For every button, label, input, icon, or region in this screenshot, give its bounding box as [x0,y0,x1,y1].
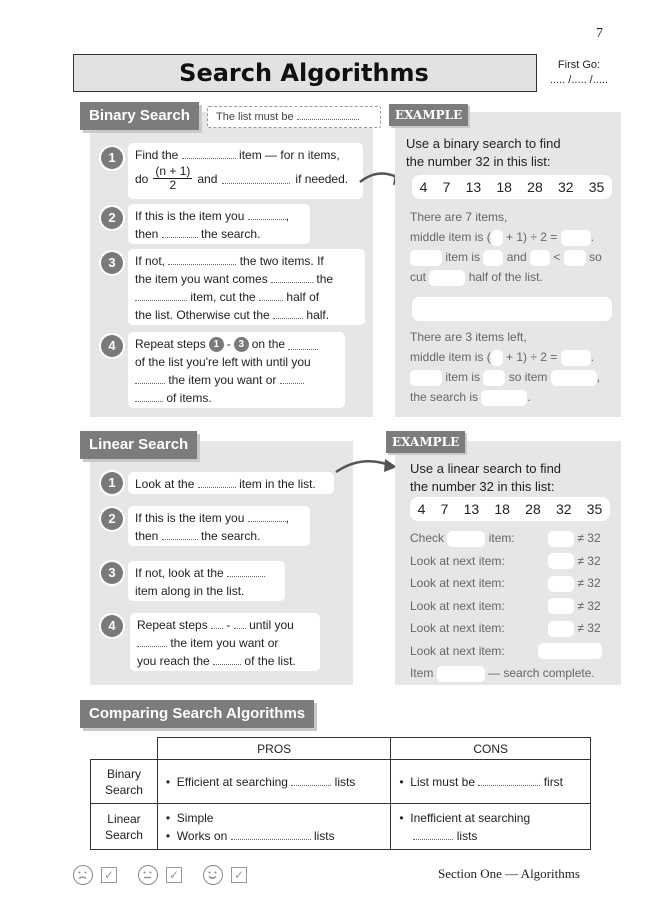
step-number: 3 [101,562,123,584]
working-text: . [590,230,594,244]
step-text: - [226,618,231,632]
list-item: 4 [417,501,426,517]
first-go-label: First Go: [557,59,601,71]
step-text: - [226,337,231,351]
binary-cons [391,760,591,804]
binary-example-working [410,207,616,287]
example-tag: EXAMPLE [389,104,468,126]
step-number: 2 [101,508,123,530]
binary-example-intro [406,135,616,171]
step-text: the search. [201,529,261,543]
working-text: — search complete. [488,666,595,680]
note-text: The list must be [216,111,294,123]
working-text: middle item is ( [410,350,491,364]
linear-step-3 [128,561,285,601]
bullet: • [399,810,404,825]
cell-text: Inefficient at searching [410,810,531,825]
intro-line: the number 32 in this list: [410,479,555,494]
bullet: • [165,774,171,789]
working-text: Look at next item: [410,553,505,568]
binary-number-list [412,175,612,199]
step-text: If this is the item you [135,209,245,223]
step-text: then [135,529,159,543]
working-text: ≠ 32 [577,553,601,568]
cell-text: List must be [410,774,475,789]
list-item: 32 [557,179,574,195]
step-number: 1 [101,472,123,494]
blank[interactable] [162,529,198,540]
answer-blank[interactable] [491,230,503,246]
working-line: There are 7 items, [410,210,508,224]
linear-row-label [91,804,158,850]
step-text: Repeat steps [137,618,208,632]
list-item: 7 [440,501,449,517]
working-text: Check [410,531,445,545]
answer-blank[interactable] [410,370,442,386]
cell-text: lists [313,828,335,843]
working-text: Look at next item: [410,576,505,590]
linear-example-working [410,527,616,685]
blank[interactable] [222,173,290,184]
step-text: item along in the list. [135,584,245,598]
working-text: . [590,350,594,364]
step-number: 3 [101,252,123,274]
list-item: 28 [527,179,543,195]
intro-line: the number 32 in this list: [406,154,551,169]
page-title: Search Algorithms [179,59,429,87]
list-item: 7 [442,179,451,195]
intro-line: Use a linear search to find [410,461,562,476]
list-item: 13 [463,501,480,517]
step-text: the item you want or [168,373,277,387]
blank[interactable] [231,829,311,840]
working-text: ≠ 32 [577,576,601,590]
cell-text: Simple [176,810,214,825]
confidence-checkbox[interactable]: ✓ [231,867,247,883]
example-tag: EXAMPLE [386,431,465,453]
working-text: the search is [410,390,479,404]
linear-cons [391,804,591,850]
answer-blank[interactable] [481,390,527,406]
working-text: half of the list. [468,270,543,284]
cell-text: Works on [176,828,228,843]
working-text: item is [445,370,481,384]
cell-text: lists [334,774,356,789]
blank[interactable] [271,272,313,283]
intro-line: Use a binary search to find [406,136,561,151]
answer-blank[interactable] [548,531,574,547]
bullet: • [165,810,171,825]
answer-blank[interactable] [483,250,503,266]
step-text: If not, [135,254,166,268]
linear-pros [157,804,391,850]
step-text: Look at the [135,477,195,491]
step-number: 2 [101,207,123,229]
arrow-icon [334,456,402,478]
pros-heading: PROS [157,738,391,760]
step-text: and [197,171,218,186]
answer-blank[interactable] [564,250,586,266]
fraction [153,165,192,192]
answer-blank[interactable] [548,553,574,569]
blank[interactable] [291,775,331,786]
answer-blank[interactable] [530,250,550,266]
step-text: item in the list. [239,477,316,491]
answer-blank[interactable] [548,576,574,592]
working-text: , [596,370,601,384]
confidence-checkbox[interactable]: ✓ [101,867,117,883]
working-text: Look at next item: [410,643,505,658]
blank[interactable] [259,290,283,301]
list-item: 18 [496,179,512,195]
sad-face-icon [73,865,93,885]
first-go-date: ..... /..... /..... [549,74,609,86]
row-label-text: Binary [106,766,141,781]
answer-blank[interactable] [561,230,591,246]
linear-example-intro [410,460,616,496]
blank[interactable] [162,227,198,238]
answer-blank[interactable] [483,370,505,386]
working-text: ≠ 32 [577,598,601,613]
working-text: Look at next item: [410,598,505,613]
blank[interactable] [213,654,241,665]
page-number: 7 [596,26,603,41]
answer-blank[interactable] [538,643,602,659]
blank[interactable] [198,477,236,488]
working-text: item is [445,250,481,264]
step-text: , [285,209,290,223]
working-text: . [527,390,531,404]
step-text: on the [251,337,286,351]
step-text: the two items. If [239,254,324,268]
linear-search-header: Linear Search [80,431,197,459]
step-text: then [135,227,159,241]
binary-example-working-2 [410,327,616,407]
table-corner [91,738,158,760]
blank[interactable] [135,391,163,402]
step-number: 1 [101,147,123,169]
list-item: 4 [419,179,428,195]
working-text: and [506,250,527,264]
step-text: the list. Otherwise cut the [135,308,270,322]
first-go-box [536,54,621,92]
blank[interactable] [273,308,303,319]
blank[interactable] [182,148,236,159]
step-text: Find the [135,148,179,162]
neutral-face-icon [138,865,158,885]
answer-blank[interactable] [429,270,465,286]
blank[interactable] [248,511,286,522]
working-text: + 1) ÷ 2 = [506,350,558,364]
step-text: you reach the [137,654,210,668]
linear-step-4 [130,613,320,671]
step-text: half. [306,308,330,322]
answer-blank[interactable] [410,250,442,266]
cell-text: lists [456,828,478,843]
answer-blank[interactable] [548,621,574,637]
list-item: 28 [525,501,541,517]
binary-row-label [91,760,158,804]
binary-step-3 [128,249,365,325]
step-number: 4 [101,615,123,637]
bullet: • [399,774,404,789]
step-text: the item you want or [170,636,279,650]
step-text: of the list. [244,654,296,668]
binary-pros [157,760,391,804]
blank[interactable] [280,373,304,384]
comparing-header: Comparing Search Algorithms [80,700,314,728]
step-text: , [285,511,290,525]
answer-blank[interactable] [447,531,485,547]
step-text: item, cut the [190,290,256,304]
answer-blank[interactable] [548,598,574,614]
row-label-text: Search [104,827,143,842]
answer-blank[interactable] [437,666,485,682]
blank[interactable] [168,254,236,265]
cell-text: first [543,774,564,789]
happy-face-icon [203,865,223,885]
blank[interactable] [413,829,453,840]
linear-step-2 [128,506,310,546]
blank[interactable] [227,566,265,577]
step-text: of items. [166,391,212,405]
comparison-table [90,737,591,850]
confidence-checkbox[interactable]: ✓ [166,867,182,883]
binary-step-2 [128,204,310,244]
binary-note [207,106,381,128]
working-line: There are 3 items left, [410,330,527,344]
step-text: If this is the item you [135,511,245,525]
working-text: Look at next item: [410,621,505,635]
step-text: Repeat steps [135,337,206,351]
working-text: item: [488,531,515,545]
list-item: 32 [555,501,572,517]
step-text: the [316,272,334,286]
blank[interactable] [137,636,167,647]
answer-blank-wide[interactable] [412,297,612,321]
answer-blank[interactable] [561,350,591,366]
linear-number-list [410,497,610,521]
working-text: ≠ 32 [577,531,601,545]
binary-step-1 [128,143,363,199]
row-label-text: Linear [107,811,141,826]
step-text: the search. [201,227,261,241]
list-item: 18 [494,501,510,517]
working-text: < [553,250,561,264]
list-item: 13 [465,179,482,195]
binary-step-4 [128,332,345,408]
working-text: ≠ 32 [577,621,601,635]
working-text: middle item is ( [410,230,491,244]
step-text: half of [286,290,320,304]
blank[interactable] [135,290,187,301]
step-text: item — for n items, [239,148,340,162]
working-text: + 1) ÷ 2 = [506,230,558,244]
bullet: • [165,828,171,843]
working-text: so [589,250,602,264]
row-label-text: Search [104,782,143,797]
cons-heading: CONS [391,738,591,760]
binary-search-header: Binary Search [80,102,199,130]
step-number: 4 [101,335,123,357]
step-text: until you [249,618,294,632]
blank[interactable] [211,618,223,629]
blank[interactable] [297,109,359,120]
blank[interactable] [288,339,318,350]
list-item: 35 [586,501,603,517]
step-ref-1: 1 [209,337,224,352]
footer-section: Section One — Algorithms [438,866,580,881]
fraction-numerator: (n + 1) [155,164,191,178]
linear-step-1 [128,472,334,494]
step-text: the item you want comes [135,272,268,286]
cell-text: Efficient at searching [176,774,288,789]
fraction-denominator: 2 [169,178,177,192]
working-text: Item [410,666,434,680]
working-text: cut [410,270,427,284]
blank[interactable] [248,209,286,220]
step-ref-3: 3 [234,337,249,352]
list-item: 35 [588,179,605,195]
working-text: so item [508,370,548,384]
step-text: do [135,171,149,186]
blank[interactable] [234,618,246,629]
step-text: of the list you're left with until you [135,355,311,369]
step-text: If not, look at the [135,566,224,580]
answer-blank[interactable] [491,350,503,366]
blank[interactable] [478,775,540,786]
answer-blank[interactable] [551,370,597,386]
blank[interactable] [135,373,165,384]
step-text: if needed. [295,171,349,186]
